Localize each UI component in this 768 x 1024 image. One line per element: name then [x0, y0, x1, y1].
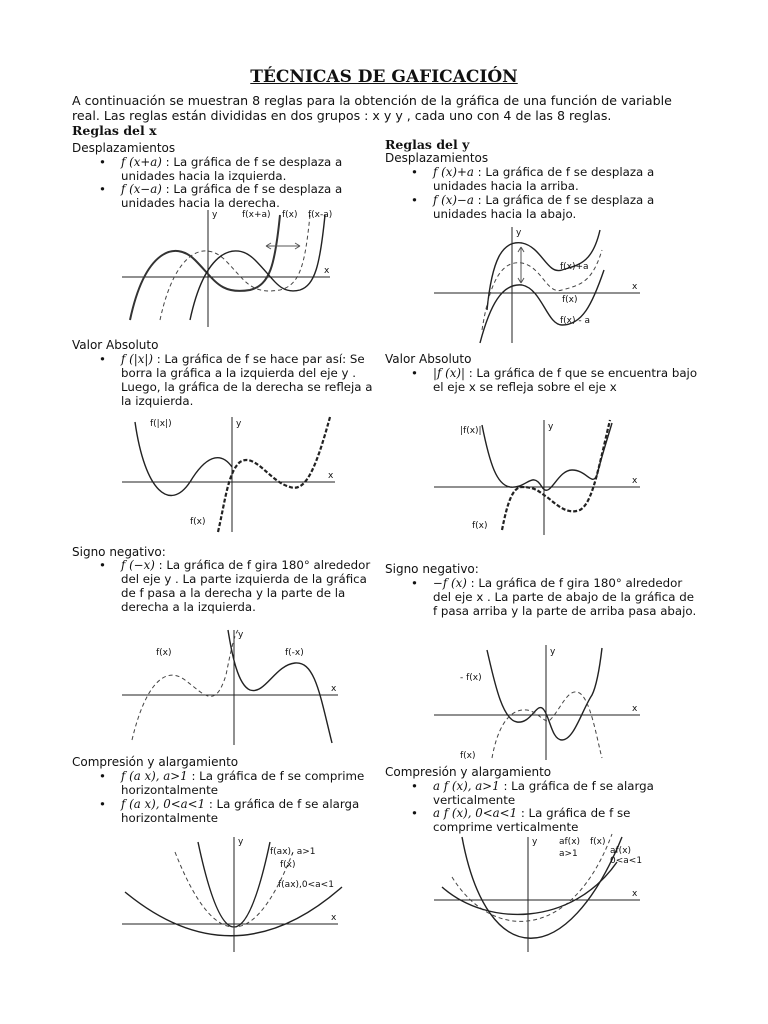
left-shift-item-2: • f (x−a) : La gráfica de f se desplaza a unidades hacia la derecha. — [99, 182, 343, 210]
label-f-x-plus-a: f(x)+a — [560, 262, 589, 272]
page-title: TÉCNICAS DE GAFICACIÓN — [250, 67, 518, 87]
intro-paragraph: A continuación se muestran 8 reglas para la obtención de la gráfica de una función de variable real. Las reglas están divididas en dos grupos : x y y , cada uno con 4 de las 8 reglas. — [72, 93, 672, 123]
label-a-gt1: a>1 — [559, 849, 578, 859]
label-f-ax-lt1: f(ax),0<a<1 — [278, 880, 334, 890]
y-axis-label: y — [238, 630, 244, 640]
graph-right-shift — [432, 225, 647, 345]
curve-f-x — [502, 420, 610, 530]
left-shift-item-1: • f (x+a) : La gráfica de f se desplaza a unidades hacia la izquierda. — [99, 155, 343, 183]
right-abs-title: Valor Absoluto — [385, 352, 472, 366]
left-comp-item2-text: : La gráfica de f se alarga horizontalmente — [121, 797, 360, 825]
graph-left-abs — [120, 412, 345, 537]
graph-right-comp — [432, 832, 647, 957]
label-f-abs-x: f(|x|) — [150, 419, 172, 429]
left-group-header: Reglas del x — [72, 123, 157, 138]
label-af-x-1: af(x) — [559, 837, 581, 847]
label-f-ax-gt1: f(ax), a>1 — [270, 847, 316, 857]
right-comp-item1-formula: a f (x), a>1 — [433, 779, 500, 793]
label-f-x: f(x) — [156, 648, 172, 658]
label-abs-f-x: |f(x)| — [460, 426, 482, 436]
label-f-x: f(x) — [282, 210, 298, 220]
label-f-x: f(x) — [562, 295, 578, 305]
right-neg-formula: −f (x) — [433, 576, 467, 590]
y-axis-label: y — [238, 837, 244, 847]
left-comp-item-1: • f (a x), a>1 : La gráfica de f se comprime horizontalmente — [99, 769, 365, 797]
graph-right-neg — [432, 640, 647, 765]
right-shift-item1-text: : La gráfica de f se desplaza a unidades hacia la arriba. — [433, 165, 655, 193]
x-axis-label: x — [331, 913, 337, 923]
curve-af-x-gt1 — [462, 837, 622, 938]
right-shift-item-2: • f (x)−a : La gráfica de f se desplaza a unidades hacia la abajo. — [411, 193, 655, 221]
left-neg-item: • f (−x) : La gráfica de f gira 180° alrededor del eje y . La parte izquierda de la gráfica de f pasa a la derecha y la parte de la derecha a la izquierda. — [99, 558, 371, 614]
left-neg-formula: f (−x) — [121, 558, 155, 572]
label-f-x-minus-a: f(x) - a — [560, 316, 591, 326]
curve-f-x-plus-a — [130, 215, 280, 320]
y-axis-label: y — [550, 647, 556, 657]
curve-f-x — [160, 215, 310, 320]
x-axis-label: x — [331, 684, 337, 694]
curve-f-neg-x — [228, 630, 332, 743]
curve-f-x — [492, 692, 602, 758]
label-a-lt1: 0<a<1 — [610, 856, 643, 866]
curve-f-x-minus-a — [480, 270, 604, 343]
left-comp-item2-formula: f (a x), 0<a<1 — [121, 797, 206, 811]
left-shift-item2-formula: f (x−a) — [121, 182, 162, 196]
y-axis-label: y — [532, 837, 538, 847]
left-neg-text: : La gráfica de f gira 180° alrededor del eje y . La parte izquierda de la gráfica de f pasa a la derecha y la parte de la derecha a la izquierda. — [121, 558, 371, 614]
right-shift-item2-text: : La gráfica de f se desplaza a unidades hacia la abajo. — [433, 193, 655, 221]
y-axis-label: y — [548, 422, 554, 432]
label-f-x-plus-a: f(x+a) — [242, 210, 271, 220]
label-f-neg-x: f(-x) — [285, 648, 304, 658]
x-axis-label: x — [328, 471, 334, 481]
right-comp-item-2: • a f (x), 0<a<1 : La gráfica de f se comprime verticalmente — [411, 806, 631, 834]
left-comp-item1-text: : La gráfica de f se comprime horizontalmente — [121, 769, 365, 797]
right-shift-item1-formula: f (x)+a — [433, 165, 474, 179]
right-shift-item2-formula: f (x)−a — [433, 193, 474, 207]
left-abs-formula: f (|x|) — [121, 352, 153, 366]
curve-abs-f-x — [482, 423, 612, 490]
right-neg-text: : La gráfica de f gira 180° alrededor del eje x . La parte de abajo de la gráfica de f pasa arriba y la parte de arriba pasa abajo. — [433, 576, 697, 618]
y-axis-label: y — [236, 419, 242, 429]
x-axis-label: x — [632, 889, 638, 899]
left-shift-item2-text: : La gráfica de f se desplaza a unidades hacia la derecha. — [121, 182, 343, 210]
left-abs-item: • f (|x|) : La gráfica de f se hace par así: Se borra la gráfica a la izquierda del eje y . Luego, la gráfica de la derecha se refleja a la izquierda. — [99, 352, 373, 408]
curve-f-x — [452, 834, 612, 921]
label-neg-f-x: - f(x) — [460, 673, 482, 683]
right-comp-item2-formula: a f (x), 0<a<1 — [433, 806, 518, 820]
left-shift-item1-text: : La gráfica de f se desplaza a unidades hacia la izquierda. — [121, 155, 343, 183]
x-axis-label: x — [632, 476, 638, 486]
curve-f-x-minus-a — [190, 215, 325, 320]
graph-left-shift — [120, 205, 340, 330]
graph-left-neg — [120, 625, 345, 750]
right-neg-item: • −f (x) : La gráfica de f gira 180° alrededor del eje x . La parte de abajo de la gráfica de f pasa arriba y la parte de arriba pasa abajo. — [411, 576, 697, 618]
label-f-x-minus-a: f(x-a) — [308, 210, 333, 220]
label-af-x-2: af(x) — [610, 846, 632, 856]
curve-f-abs-x-left — [135, 422, 232, 496]
y-axis-label: y — [516, 228, 522, 238]
left-neg-title: Signo negativo: — [72, 545, 166, 559]
left-shift-item1-formula: f (x+a) — [121, 155, 162, 169]
right-comp-item-1: • a f (x), a>1 : La gráfica de f se alarga verticalmente — [411, 779, 654, 807]
left-abs-text: : La gráfica de f se hace par así: Se borra la gráfica a la izquierda del eje y . Luego, la gráfica de la derecha se refleja a la izquierda. — [121, 352, 373, 408]
left-comp-item-2: • f (a x), 0<a<1 : La gráfica de f se alarga horizontalmente — [99, 797, 360, 825]
graph-right-abs — [432, 415, 647, 540]
label-f-x: f(x) — [190, 517, 206, 527]
right-abs-text: : La gráfica de f que se encuentra bajo el eje x se refleja sobre el eje x — [433, 366, 698, 394]
x-axis-label: x — [324, 266, 330, 276]
right-comp-item2-text: : La gráfica de f se comprime verticalmente — [433, 806, 631, 834]
curve-neg-f-x — [487, 648, 602, 740]
x-axis-label: x — [632, 282, 638, 292]
y-axis-label: y — [212, 210, 218, 220]
right-abs-item: • |f (x)| : La gráfica de f que se encuentra bajo el eje x se refleja sobre el eje x — [411, 366, 698, 394]
label-f-x: f(x) — [472, 521, 488, 531]
label-f-x: f(x) — [590, 837, 606, 847]
curve-f-x — [218, 417, 330, 532]
label-f-x: f(x) — [280, 860, 296, 870]
left-comp-title: Compresión y alargamiento — [72, 755, 239, 769]
right-comp-item1-text: : La gráfica de f se alarga verticalmente — [433, 779, 654, 807]
label-f-x: f(x) — [460, 751, 476, 761]
right-group-header: Reglas del y — [385, 137, 470, 152]
graph-left-comp — [120, 832, 345, 957]
left-abs-title: Valor Absoluto — [72, 338, 159, 352]
curve-af-x-lt1 — [442, 862, 617, 914]
right-abs-formula: |f (x)| — [433, 366, 465, 380]
left-comp-item1-formula: f (a x), a>1 — [121, 769, 188, 783]
x-axis-label: x — [632, 704, 638, 714]
right-neg-title: Signo negativo: — [385, 562, 479, 576]
right-shift-title: Desplazamientos — [385, 151, 489, 165]
right-comp-title: Compresión y alargamiento — [385, 765, 552, 779]
left-shift-title: Desplazamientos — [72, 141, 176, 155]
curve-f-x — [132, 630, 238, 740]
right-shift-item-1: • f (x)+a : La gráfica de f se desplaza a unidades hacia la arriba. — [411, 165, 655, 193]
